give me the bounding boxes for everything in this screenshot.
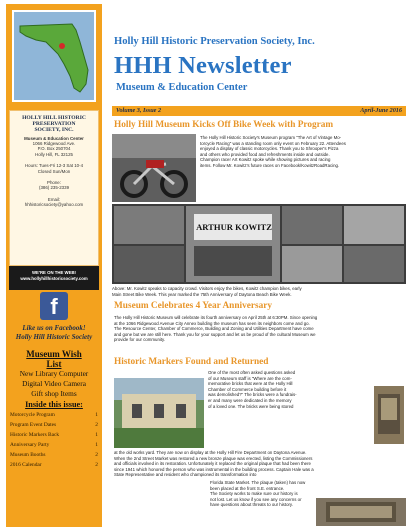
- masthead-org: Holly Hill Historic Preservation Society, Inc.: [114, 36, 315, 47]
- article-title-bike-week: Holly Hill Museum Kicks Off Bike Week with Program: [114, 120, 334, 130]
- article-title-anniversary: Museum Celebrates 4 Year Anniversary: [114, 301, 273, 311]
- marker-photo: [374, 386, 404, 444]
- article-title-markers: Historic Markers Found and Returned: [114, 357, 269, 367]
- wish-item: New Library Computer: [19, 369, 89, 378]
- plaque-photo: [316, 498, 406, 526]
- wish-list-title: Museum Wish List: [26, 349, 82, 369]
- facebook-text[interactable]: Like us on Facebook! Holly Hill Historic Society: [15, 324, 93, 341]
- wish-item: Gift shop Items: [31, 389, 77, 398]
- inside-issue-title: Inside this issue:: [25, 400, 83, 409]
- wish-item: Digital Video Camera: [22, 379, 86, 388]
- website-box[interactable]: WE'RE ON THE WEB! www.hollyhillhistoricsociety.com: [9, 266, 99, 290]
- contact-block: [9, 110, 99, 266]
- museum-photo: [114, 378, 204, 448]
- masthead: [106, 4, 406, 104]
- article-body-anniversary: The Holly Hill Historic Museum will celebrate its fourth anniversary on April 25th at 6:30PM. Since opening at the 1066 Ridgewood Avenue City Annex building the museum has seen its neighbors come and go. The Resource Center, Chamber of Commerce, Building and Zoning and Utilities Department have come and gone but we are still here. Thank you for your support and let us be proud of the cultural Museum we provide for our community.: [114, 315, 318, 343]
- org-name: HOLLY HILL HISTORIC PRESERVATION SOCIETY, INC.: [22, 115, 86, 134]
- article-body-markers-side: One of the most often asked questions asked of our Museum staff is "Where are the com- memorative bricks that were at the Holly Hill Chamber of Commerce building before it was demolished?" The bricks were a fundrais- er and many were dedicated in the memory of a loved one. The bricks were being stored: [208, 370, 297, 409]
- florida-map-logo: [12, 10, 96, 102]
- newsletter-title: HHH Newsletter: [114, 52, 292, 79]
- issue-date: April-June 2016: [360, 107, 402, 114]
- toc-row[interactable]: Program Event Dates 2: [10, 422, 98, 428]
- email: Email: hhhistoricsociety@yahoo.com: [24, 196, 84, 208]
- article-body-markers-full: at the old works yard. They are now on display at the Holly Hill Fire Department on Daytona Avenue. When the 2nd Street Market was restored a new bronze plaque was erected, listing the Commissioners and officials involved in its restoration. Unfortunately it replaced the original plaque that had been there since 1941 which honored the person who was instrumental in the building process. Captain Hale was a State Representative and resident who championed its transformation into: [114, 450, 314, 478]
- sidebar: [6, 4, 102, 527]
- website-link[interactable]: www.hollyhillhistoricsociety.com: [20, 276, 88, 281]
- event-photo-collage: [112, 204, 406, 284]
- florida-map-icon: [14, 12, 94, 100]
- volume-bar: [112, 106, 406, 116]
- article-body-markers-bottom: Florida State Market. The plaque (taken) has now been placed at the front S.E. entrance. The Society works to make sure our history is not lost. Let us know if you see any concerns or have questions about threats to our history.: [210, 480, 306, 508]
- photo-caption: Above: Mr. Kowitz speaks to capacity crowd. Visitors enjoy the bikes, Kowitz champion bikes, early Main Street Bike Week. This year marked the 75th Anniversary of Daytona Beach Bike Week.: [112, 286, 302, 297]
- hours: Hours: Tues-Fri 12-3 Sat 10-4 Closed Sun/Mon: [24, 163, 84, 174]
- newsletter-subtitle: Museum & Education Center: [116, 82, 248, 93]
- toc-row[interactable]: Historic Markers Back 1: [10, 432, 98, 438]
- phone: Phone: (386) 235-2339: [38, 180, 70, 191]
- address: Museum & Education Center 1066 Ridgewood Ave. P.O. Box 250704 Holly Hill, FL 32125: [24, 135, 84, 157]
- volume-issue: Volume 3, Issue 2: [116, 107, 162, 114]
- motorcycle-photo: [112, 134, 196, 202]
- toc-row[interactable]: Museum Booths 2: [10, 452, 98, 458]
- wish-list: [6, 349, 102, 470]
- toc-row[interactable]: Motorcycle Program 1: [10, 412, 98, 418]
- toc-row[interactable]: Anniversary Party 1: [10, 442, 98, 448]
- photo-sign-text: ARTHUR KOWITZ: [196, 222, 272, 232]
- facebook-icon[interactable]: f: [40, 292, 68, 320]
- article-body-bike-week: The Holly Hill Historic Society's Museum program "The Art of Vintage Mo- torcycle Racing" was a standing room only event on February 22. Attendees enjoyed a display of classic motorcycles. Thank you to Shrooper's Pizza and others who provided food and refreshments inside and outside. Champion racer Art Kowitz spoke while showing pictures and racing items. Follow Mr. Kowitz's future races on Facebook/KowitzRoadRacing.: [200, 135, 346, 168]
- toc-row[interactable]: 2016 Calendar 2: [10, 462, 98, 468]
